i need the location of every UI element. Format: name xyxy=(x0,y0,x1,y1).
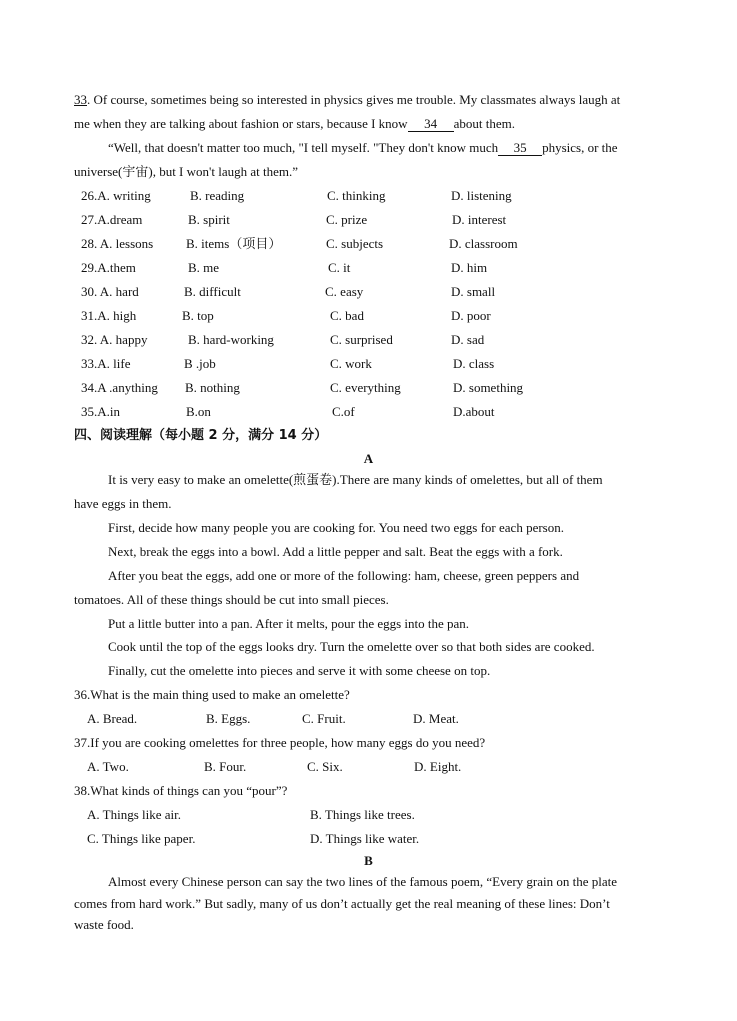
question-36-option-c: C. Fruit. xyxy=(302,711,346,726)
option-30-d: D. small xyxy=(451,284,496,299)
question-36-option-b: B. Eggs. xyxy=(206,711,251,726)
passage-a-p1-line1: It is very easy to make an omelette(煎蛋卷).There are many kinds of omelettes, but all of them xyxy=(108,472,603,487)
passage-a-p4-line1: After you beat the eggs, add one or more of the following: ham, cheese, green peppers and xyxy=(108,568,580,583)
option-33-b: B .job xyxy=(184,356,216,371)
para-line-2 xyxy=(74,116,515,132)
blank-34: 34 xyxy=(408,117,454,132)
option-33-a: 33.A. life xyxy=(81,356,131,371)
passage-b-line3: waste food. xyxy=(74,917,134,932)
option-35-b: B.on xyxy=(186,404,211,419)
passage-b-label: B xyxy=(364,853,373,868)
option-29-b: B. me xyxy=(188,260,220,275)
option-29-c: C. it xyxy=(328,260,351,275)
option-35-c: C.of xyxy=(332,404,355,419)
option-26-a: 26.A. writing xyxy=(81,188,151,203)
question-37-option-b: B. Four. xyxy=(204,759,247,774)
option-34-d: D. something xyxy=(453,380,524,395)
blank-35: 35 xyxy=(498,141,542,156)
passage-a-p6: Cook until the top of the eggs looks dry. Turn the omelette over so that both sides are cooked. xyxy=(108,639,595,654)
option-34-a: 34.A .anything xyxy=(81,380,158,395)
option-26-b: B. reading xyxy=(190,188,245,203)
para-line-2-pre: me when they are talking about fashion or stars, because I know xyxy=(74,116,408,131)
para-line-2-post: about them. xyxy=(453,116,515,131)
passage-b-line1: Almost every Chinese person can say the two lines of the famous poem, “Every grain on the plate xyxy=(108,874,618,889)
para-line-1-text: . Of course, sometimes being so interested in physics gives me trouble. My classmates always laugh at xyxy=(87,92,621,107)
passage-b-line2: comes from hard work.” But sadly, many of us don’t actually get the real meaning of these lines: Don’t xyxy=(74,896,610,911)
option-31-c: C. bad xyxy=(330,308,364,323)
option-33-d: D. class xyxy=(453,356,495,371)
option-27-d: D. interest xyxy=(452,212,507,227)
option-28-a: 28. A. lessons xyxy=(81,236,154,251)
para-line-1 xyxy=(74,92,670,108)
para-line-3 xyxy=(108,140,618,156)
option-28-b: B. items（项目） xyxy=(186,236,282,251)
option-32-c: C. surprised xyxy=(330,332,393,347)
question-38-option-b: B. Things like trees. xyxy=(310,807,415,822)
question-37-option-d: D. Eight. xyxy=(414,759,462,774)
passage-a-p5: Put a little butter into a pan. After it melts, pour the eggs into the pan. xyxy=(108,616,470,631)
option-26-d: D. listening xyxy=(451,188,512,203)
option-27-a: 27.A.dream xyxy=(81,212,143,227)
para-line-3-pre: “Well, that doesn't matter too much, "I tell myself. "They don't know much xyxy=(108,140,499,155)
option-28-d: D. classroom xyxy=(449,236,518,251)
option-29-a: 29.A.them xyxy=(81,260,136,275)
option-31-d: D. poor xyxy=(451,308,491,323)
option-35-a: 35.A.in xyxy=(81,404,120,419)
option-29-d: D. him xyxy=(451,260,488,275)
option-30-c: C. easy xyxy=(325,284,364,299)
question-37-stem: 37.If you are cooking omelettes for three people, how many eggs do you need? xyxy=(74,735,486,750)
question-38-option-c: C. Things like paper. xyxy=(87,831,196,846)
option-30-a: 30. A. hard xyxy=(81,284,139,299)
option-35-d: D.about xyxy=(453,404,495,419)
question-36-stem: 36.What is the main thing used to make an omelette? xyxy=(74,687,350,702)
question-38-stem: 38.What kinds of things can you “pour”? xyxy=(74,783,288,798)
question-36-option-a: A. Bread. xyxy=(87,711,138,726)
option-27-b: B. spirit xyxy=(188,212,230,227)
option-30-b: B. difficult xyxy=(184,284,241,299)
option-27-c: C. prize xyxy=(326,212,368,227)
option-32-d: D. sad xyxy=(451,332,485,347)
option-32-b: B. hard-working xyxy=(188,332,274,347)
option-34-b: B. nothing xyxy=(185,380,240,395)
option-28-c: C. subjects xyxy=(326,236,384,251)
option-31-b: B. top xyxy=(182,308,214,323)
para-line-3-post: physics, or the xyxy=(542,140,618,155)
option-34-c: C. everything xyxy=(330,380,401,395)
question-37-option-c: C. Six. xyxy=(307,759,343,774)
blank-33-number: 33 xyxy=(74,92,87,107)
question-36-option-d: D. Meat. xyxy=(413,711,459,726)
option-26-c: C. thinking xyxy=(327,188,386,203)
question-37-option-a: A. Two. xyxy=(87,759,129,774)
question-38-option-a: A. Things like air. xyxy=(87,807,182,822)
option-32-a: 32. A. happy xyxy=(81,332,148,347)
passage-a-p4-line2: tomatoes. All of these things should be cut into small pieces. xyxy=(74,592,389,607)
passage-a-p3: Next, break the eggs into a bowl. Add a little pepper and salt. Beat the eggs with a fork. xyxy=(108,544,563,559)
option-33-c: C. work xyxy=(330,356,372,371)
passage-a-p7: Finally, cut the omelette into pieces and serve it with some cheese on top. xyxy=(108,663,491,678)
section-heading: 四、阅读理解（每小题 2 分，满分 14 分） xyxy=(74,428,328,443)
question-38-option-d: D. Things like water. xyxy=(310,831,420,846)
option-31-a: 31.A. high xyxy=(81,308,137,323)
passage-a-p2: First, decide how many people you are cooking for. You need two eggs for each person. xyxy=(108,520,564,535)
passage-a-p1-line2: have eggs in them. xyxy=(74,496,172,511)
passage-a-label: A xyxy=(363,451,374,466)
para-line-4: universe(宇宙), but I won't laugh at them.” xyxy=(74,164,299,179)
